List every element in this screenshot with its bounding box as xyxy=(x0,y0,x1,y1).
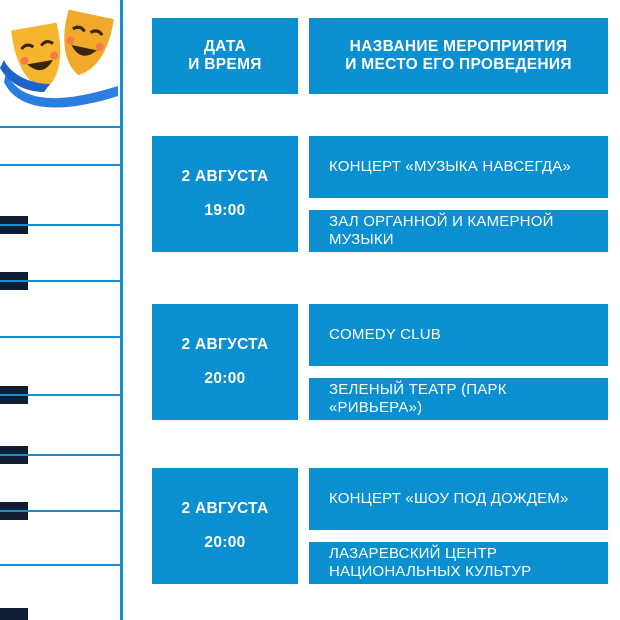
piano-key-line xyxy=(0,510,120,512)
piano-key-line xyxy=(0,564,120,566)
piano-key-line xyxy=(0,336,120,338)
piano-key-line xyxy=(0,280,120,282)
event-time: 20:00 xyxy=(204,370,246,387)
event-name-cell: КОНЦЕРТ «ШОУ ПОД ДОЖДЕМ» xyxy=(309,468,608,530)
logo xyxy=(0,0,122,118)
piano-key-line xyxy=(0,224,120,226)
event-date: 2 АВГУСТА xyxy=(181,168,269,185)
event-venue-cell: ЛАЗАРЕВСКИЙ ЦЕНТР НАЦИОНАЛЬНЫХ КУЛЬТУР xyxy=(309,542,608,584)
event-date: 2 АВГУСТА xyxy=(181,500,269,517)
date-cell xyxy=(152,468,298,584)
piano-key-line xyxy=(0,164,120,166)
event-time: 19:00 xyxy=(204,202,246,219)
theatre-masks-icon xyxy=(0,0,122,118)
piano-key-line xyxy=(0,126,120,128)
date-cell xyxy=(152,136,298,252)
header-date-cell: ДАТА И ВРЕМЯ xyxy=(152,18,298,94)
date-cell xyxy=(152,304,298,420)
event-name-cell: КОНЦЕРТ «МУЗЫКА НАВСЕГДА» xyxy=(309,136,608,198)
piano-edge xyxy=(120,0,123,620)
event-name-cell: COMEDY CLUB xyxy=(309,304,608,366)
piano-key-line xyxy=(0,454,120,456)
event-venue-cell: ЗАЛ ОРГАННОЙ И КАМЕРНОЙ МУЗЫКИ xyxy=(309,210,608,252)
piano-black-key xyxy=(0,608,28,620)
event-venue-cell: ЗЕЛЕНЫЙ ТЕАТР (ПАРК «РИВЬЕРА») xyxy=(309,378,608,420)
event-time: 20:00 xyxy=(204,534,246,551)
header-event-cell: НАЗВАНИЕ МЕРОПРИЯТИЯ И МЕСТО ЕГО ПРОВЕДЕНИЯ xyxy=(309,18,608,94)
piano-key-line xyxy=(0,394,120,396)
piano-keys-decoration xyxy=(0,118,122,620)
event-date: 2 АВГУСТА xyxy=(181,336,269,353)
